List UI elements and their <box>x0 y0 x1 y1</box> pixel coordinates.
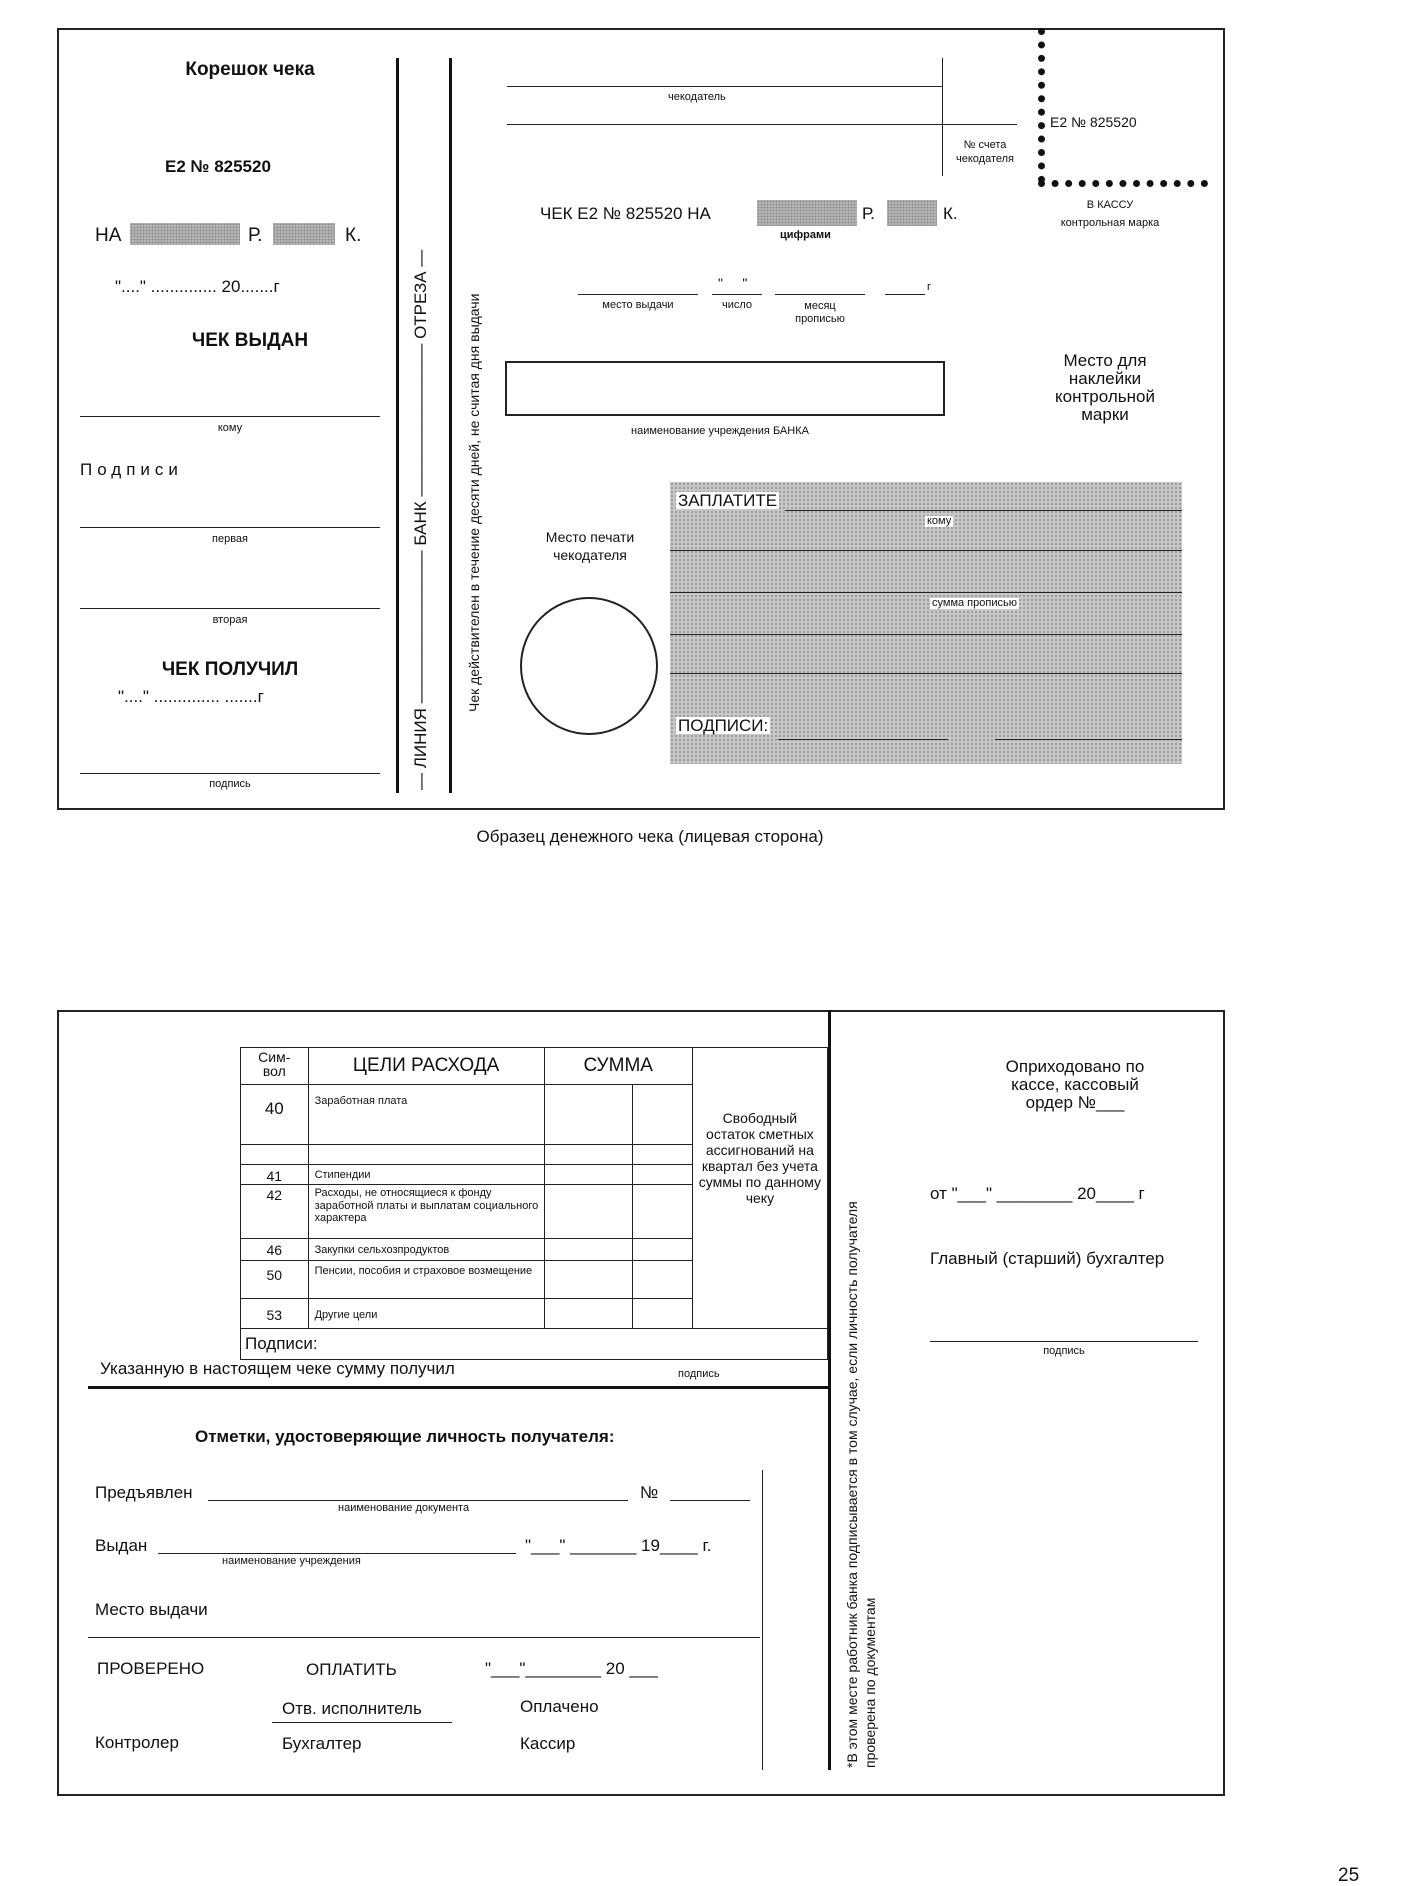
received-sum-label: Указанную в настоящем чеке сумму получил <box>100 1359 455 1378</box>
validity-text: Чек действителен в течение десяти дней, не считая дня выдачи <box>466 293 482 712</box>
year-line <box>885 294 925 295</box>
stamp-number: Е2 № 825520 <box>1050 114 1137 130</box>
issued-by-label: Выдан <box>95 1536 148 1555</box>
day-line <box>712 294 762 295</box>
row-text: Стипендии <box>314 1169 371 1181</box>
col-purpose-header: ЦЕЛИ РАСХОДА <box>352 1055 500 1076</box>
row-text: Заработная плата <box>314 1095 408 1107</box>
cheque-number-line: ЧЕК Е2 № 825520 НА <box>540 204 711 223</box>
cheque-amount-kop <box>887 200 937 226</box>
id-marks-title: Отметки, удостоверяющие личность получателя: <box>195 1427 615 1446</box>
day-label: число <box>721 299 753 311</box>
account-number-label: № счета чекодателя <box>956 139 1014 166</box>
day-quotes: " " <box>718 275 748 291</box>
stamp-border-vertical <box>1038 28 1045 183</box>
pay-line-4 <box>670 634 1182 635</box>
cut-line-right <box>449 58 452 793</box>
month-label: месяц прописью <box>795 300 845 326</box>
stub-received-date: "...." .............. .......г <box>118 687 264 706</box>
row-code: 42 <box>266 1187 283 1203</box>
in-figures-label: цифрами <box>780 229 831 241</box>
cheque-amount-rub <box>757 200 857 226</box>
signature-line-2 <box>995 739 1182 740</box>
stub-signatures: Подписи <box>80 460 183 479</box>
sticker-place-label: Место для наклейки контрольной марки <box>1055 351 1155 424</box>
pay-line-3 <box>670 592 1182 593</box>
stub-received: ЧЕК ПОЛУЧИЛ <box>161 659 299 680</box>
pay-date: "___"________ 20 ___ <box>485 1659 658 1678</box>
drawer-line-1 <box>507 86 942 87</box>
place-issue-label-back: Место выдачи <box>95 1600 208 1619</box>
to-pay-label: ОПЛАТИТЬ <box>306 1660 397 1679</box>
row-code: 50 <box>266 1267 283 1283</box>
cut-line-text: — ЛИНИЯ ————————— БАНК ————————— ОТРЕЗА — <box>411 249 430 790</box>
pay-to-label: кому <box>927 515 952 527</box>
to-cash-label: В КАССУ <box>1086 199 1134 211</box>
credited-label: Оприходовано по кассе, кассовый ордер №___ <box>1005 1057 1145 1112</box>
presented-line <box>208 1500 628 1501</box>
row-text: Пенсии, пособия и страховое возмещение <box>314 1265 533 1277</box>
account-box-divider <box>942 58 943 176</box>
presented-label: Предъявлен <box>95 1483 193 1502</box>
checked-label: ПРОВЕРЕНО <box>97 1659 205 1678</box>
drawer-line-2 <box>507 124 1017 125</box>
cashier-label: Кассир <box>520 1734 576 1753</box>
stub-title: Корешок чека <box>185 59 315 80</box>
stub-second-line <box>80 608 380 609</box>
received-line <box>88 1386 828 1389</box>
place-issue-label: место выдачи <box>602 299 674 311</box>
free-balance-label: Свободный остаток сметных ассигнований на квартал без учета суммы по данному чеку <box>698 1110 822 1207</box>
control-mark-label: контрольная марка <box>1060 217 1160 229</box>
stub-amount-rub <box>130 223 240 245</box>
id-section-divider <box>762 1470 763 1770</box>
col-symbol-header: Сим-вол <box>258 1049 291 1079</box>
issued-by-line <box>158 1553 516 1554</box>
institution-label: наименование учреждения <box>222 1555 361 1567</box>
controller-label: Контролер <box>95 1733 179 1752</box>
from-date: от "___" ________ 20____ г <box>930 1184 1145 1203</box>
stub-rub: Р. <box>248 225 263 246</box>
month-line <box>775 294 865 295</box>
signatures-label: ПОДПИСИ: <box>678 716 769 735</box>
pay-line-2 <box>670 550 1182 551</box>
chief-accountant-label: Главный (старший) бухгалтер <box>930 1249 1165 1268</box>
vertical-note-1: *В этом месте работник банка подписывается в том случае, если личность получателя <box>844 1201 860 1768</box>
pay-line-5 <box>670 673 1182 674</box>
presented-no: № <box>640 1483 659 1502</box>
cheque-kop: К. <box>943 204 958 223</box>
row-code: 46 <box>266 1242 283 1258</box>
stub-signature-line <box>80 773 380 774</box>
bank-name-label: наименование учреждения БАНКА <box>631 425 809 437</box>
stub-na: НА <box>95 225 122 246</box>
issued-date: "___" _______ 19____ г. <box>525 1536 712 1555</box>
stub-date-line: "...." .............. 20.......г <box>115 277 280 296</box>
page-number: 25 <box>1338 1865 1360 1886</box>
stub-to-whom-line <box>80 416 380 417</box>
stub-first-line <box>80 527 380 528</box>
accountant-label: Бухгалтер <box>282 1734 362 1753</box>
row-code: 40 <box>264 1099 284 1118</box>
row-text: Закупки сельхозпродуктов <box>314 1244 450 1256</box>
doc-name-label: наименование документа <box>338 1502 470 1514</box>
expense-table <box>240 1047 828 1360</box>
responsible-line <box>272 1722 452 1723</box>
chief-signature-label: подпись <box>1043 1345 1085 1357</box>
stub-issued: ЧЕК ВЫДАН <box>191 330 309 351</box>
stub-to-whom-label: кому <box>217 422 243 434</box>
stub-amount-kop <box>273 223 335 245</box>
col-sum-header: СУММА <box>583 1055 653 1076</box>
row-text: Другие цели <box>314 1309 378 1321</box>
received-signature-label: подпись <box>678 1368 720 1380</box>
drawer-label: чекодатель <box>668 91 726 103</box>
vertical-note-2: проверена по документам <box>862 1597 878 1768</box>
bank-name-box <box>505 361 945 416</box>
stub-first-label: первая <box>212 533 248 545</box>
row-code: 41 <box>266 1168 283 1184</box>
stamp-border-horizontal <box>1038 180 1208 187</box>
pay-label: ЗАПЛАТИТЕ <box>678 491 778 510</box>
pay-to-line <box>785 510 1182 511</box>
stub-second-label: вторая <box>212 614 248 626</box>
table-signatures: Подписи: <box>245 1334 318 1353</box>
back-vertical-divider <box>828 1010 831 1770</box>
row-text: Расходы, не относящиеся к фонду заработной платы и выплатам социального характера <box>314 1187 539 1225</box>
stub-signature-label: подпись <box>209 778 251 790</box>
cut-line-left <box>396 58 399 793</box>
signature-line-1 <box>778 739 948 740</box>
stub-number: Е2 № 825520 <box>165 157 271 176</box>
place-issue-line-back <box>88 1637 760 1638</box>
stamp-place-label: Место печати чекодателя <box>545 529 635 564</box>
cheque-rub: Р. <box>862 204 875 223</box>
front-caption: Образец денежного чека (лицевая сторона) <box>476 827 824 846</box>
responsible-label: Отв. исполнитель <box>282 1699 422 1718</box>
paid-label: Оплачено <box>520 1697 599 1716</box>
year-suffix: г <box>927 281 932 293</box>
stub-kop: К. <box>345 225 362 246</box>
place-issue-line <box>578 294 698 295</box>
seal-circle <box>520 597 658 735</box>
sum-words-label: сумма прописью <box>932 597 1017 609</box>
row-code: 53 <box>266 1307 283 1323</box>
chief-signature-line <box>930 1341 1198 1342</box>
presented-no-line <box>670 1500 750 1501</box>
